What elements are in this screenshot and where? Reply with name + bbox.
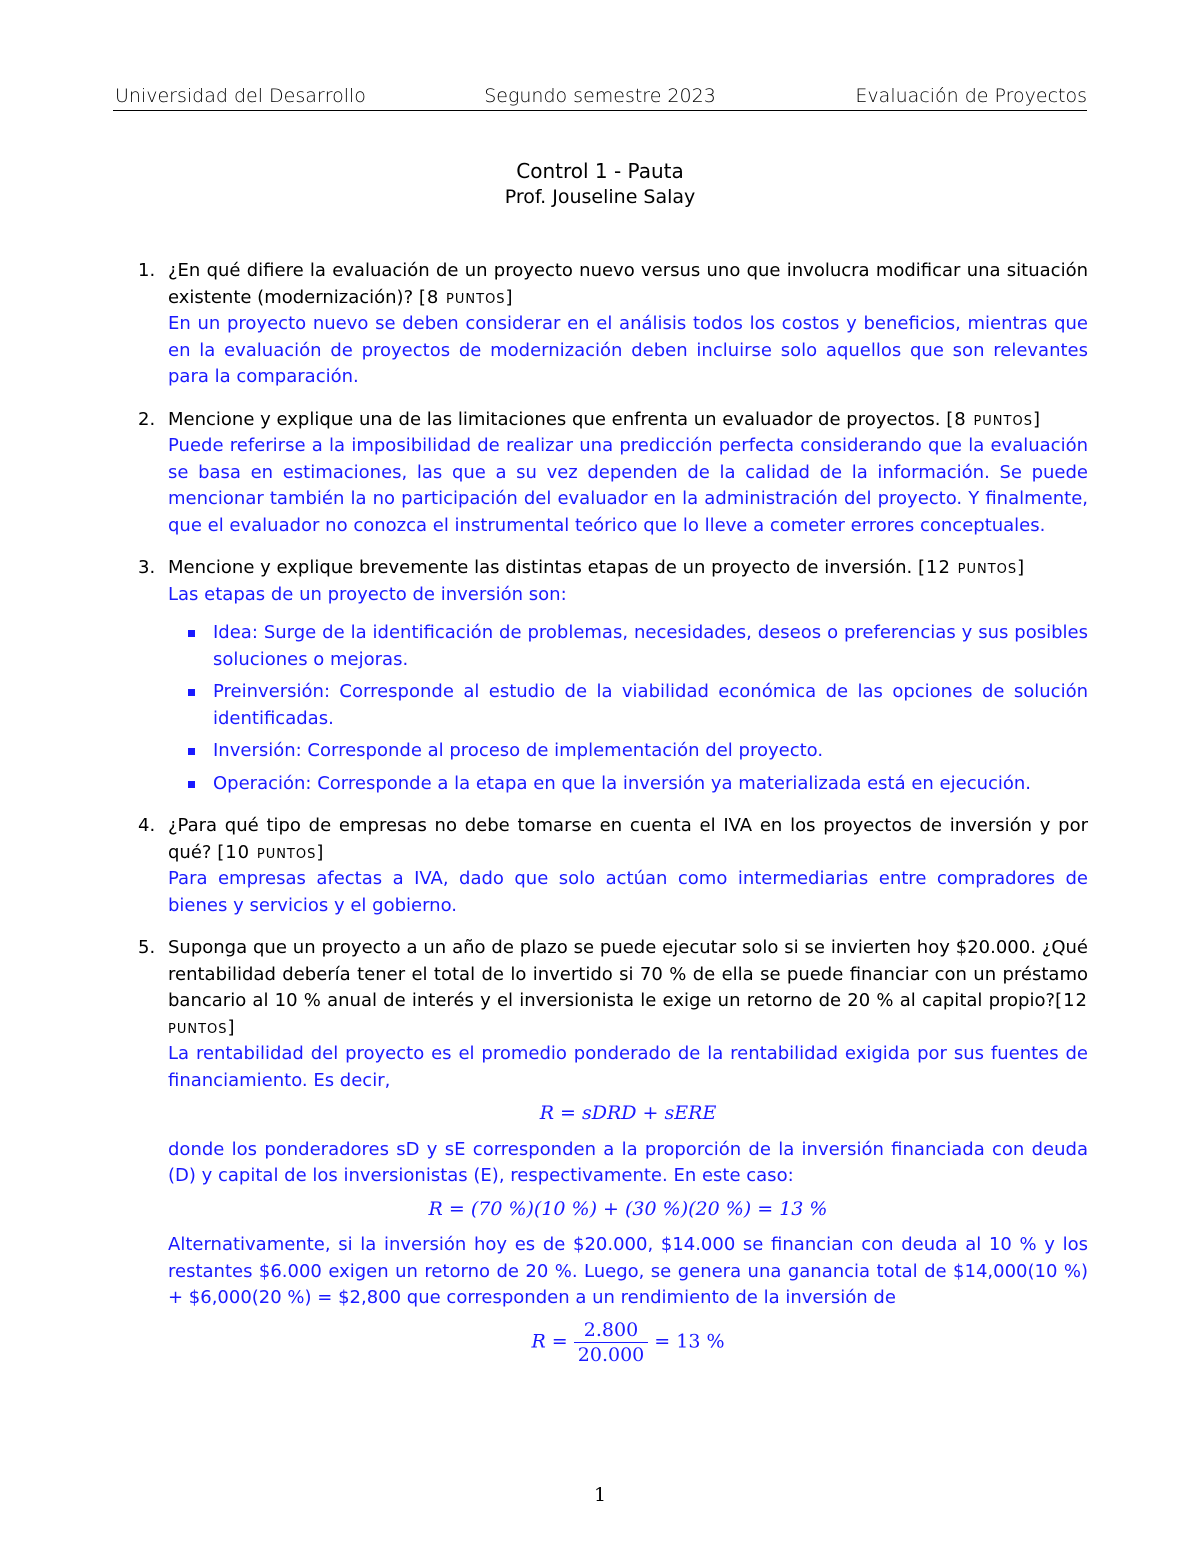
question-points: [12 puntos] <box>918 557 1026 578</box>
answer-text: Puede referirse a la imposibilidad de realizar una predicción perfecta considerando que la evaluación se basa en estimaciones, las que a su vez dependen de la calidad de la información. Se puede mencionar también la no participación del evaluador en la administración del proyecto. Y finalmente, que el evaluador no conozca el instrumental teórico que lo lleve a cometer errores conceptuales. <box>168 435 1088 536</box>
fraction-numerator: 2.800 <box>574 1318 648 1343</box>
answer-text: La rentabilidad del proyecto es el promedio ponderado de la rentabilidad exigida por sus fuentes de financiamiento. Es decir, <box>168 1043 1088 1091</box>
question-number: 1. <box>138 260 156 281</box>
header-rule <box>113 110 1087 111</box>
question-points: [8 puntos] <box>946 408 1041 430</box>
question-2 <box>138 407 1088 540</box>
stages-list <box>168 620 1088 797</box>
header-institution: Universidad del Desarrollo <box>115 85 366 107</box>
question-points: [12 puntos] <box>168 990 1088 1038</box>
question-4 <box>138 813 1088 919</box>
question-text: ¿Para qué tipo de empresas no debe tomarse en cuenta el IVA en los proyectos de inversión y por qué? [10 puntos] <box>168 815 1088 863</box>
header-semester: Segundo semestre 2023 <box>484 85 716 107</box>
question-text: ¿En qué difiere la evaluación de un proyecto nuevo versus uno que involucra modificar una situación existente (modernización)? [8 puntos] <box>168 260 1088 308</box>
answer-text: Las etapas de un proyecto de inversión son: <box>168 583 567 605</box>
question-number: 3. <box>138 557 156 578</box>
formula-result: R = (70 %)(10 %) + (30 %)(20 %) = 13 % <box>428 1197 828 1220</box>
question-text: Mencione y explique brevemente las distintas etapas de un proyecto de inversión. [12 puntos] <box>168 557 1026 578</box>
answer-text: Alternativamente, si la inversión hoy es de $20.000, $14.000 se financian con deuda al 10 % y los restantes $6.000 exigen un retorno de 20 %. Luego, se genera una ganancia total de $14,000(10 %) + $6,000(20 %) = $2,800 que corresponden a un rendimiento de la inversión de <box>168 1234 1088 1308</box>
answer-text: donde los ponderadores sD y sE corresponden a la proporción de la inversión financiada con deuda (D) y capital de los inversionistas (E), respectivamente. En este caso: <box>168 1138 1088 1186</box>
question-5 <box>138 935 1088 1367</box>
question-text: Mencione y explique una de las limitaciones que enfrenta un evaluador de proyectos. [8 puntos] <box>168 408 1041 430</box>
question-1 <box>138 258 1088 391</box>
formula-weighted-return: R = sDRD + sERE <box>539 1102 717 1124</box>
list-item: Inversión: Corresponde al proceso de implementación del proyecto. <box>213 738 1088 765</box>
list-item: Operación: Corresponde a la etapa en que la inversión ya materializada está en ejecución. <box>213 771 1088 798</box>
question-points: [10 puntos] <box>217 841 325 863</box>
fraction <box>574 1318 648 1367</box>
page-number: 1 <box>593 1484 607 1506</box>
question-points: [8 puntos] <box>418 286 514 308</box>
document-author: Prof. Jouseline Salay <box>504 186 696 208</box>
fraction-denominator: 20.000 <box>577 1343 645 1366</box>
question-number: 5. <box>138 937 156 958</box>
header-course: Evaluación de Proyectos <box>855 85 1087 107</box>
question-3 <box>138 555 1088 797</box>
answer-text: Para empresas afectas a IVA, dado que solo actúan como intermediarias entre compradores de bienes y servicios y el gobierno. <box>168 868 1088 916</box>
answer-text: En un proyecto nuevo se deben considerar en el análisis todos los costos y beneficios, mientras que en la evaluación de proyectos de modernización deben incluirse solo aquellos que son relevantes para la comparación. <box>168 313 1088 387</box>
question-number: 2. <box>138 408 156 430</box>
question-number: 4. <box>138 815 156 836</box>
question-text: Suponga que un proyecto a un año de plazo se puede ejecutar solo si se invierten hoy $20.000. ¿Qué rentabilidad debería tener el total de lo invertido si 70 % de ella se puede financiar con un préstamo bancario al 10 % anual de interés y el inversionista le exige un retorno de 20 % al capital propio?[12 puntos] <box>168 937 1088 1038</box>
formula-fraction: R = $\frac{2.800}{20.000}$ = 13 % <box>531 1318 725 1366</box>
list-item: Preinversión: Corresponde al estudio de la viabilidad económica de las opciones de solución identificadas. <box>213 679 1088 732</box>
document-title: Control 1 - Pauta <box>516 159 684 183</box>
questions-list <box>0 258 1200 1383</box>
list-item: Idea: Surge de la identificación de problemas, necesidades, deseos o preferencias y sus posibles soluciones o mejoras. <box>213 620 1088 673</box>
